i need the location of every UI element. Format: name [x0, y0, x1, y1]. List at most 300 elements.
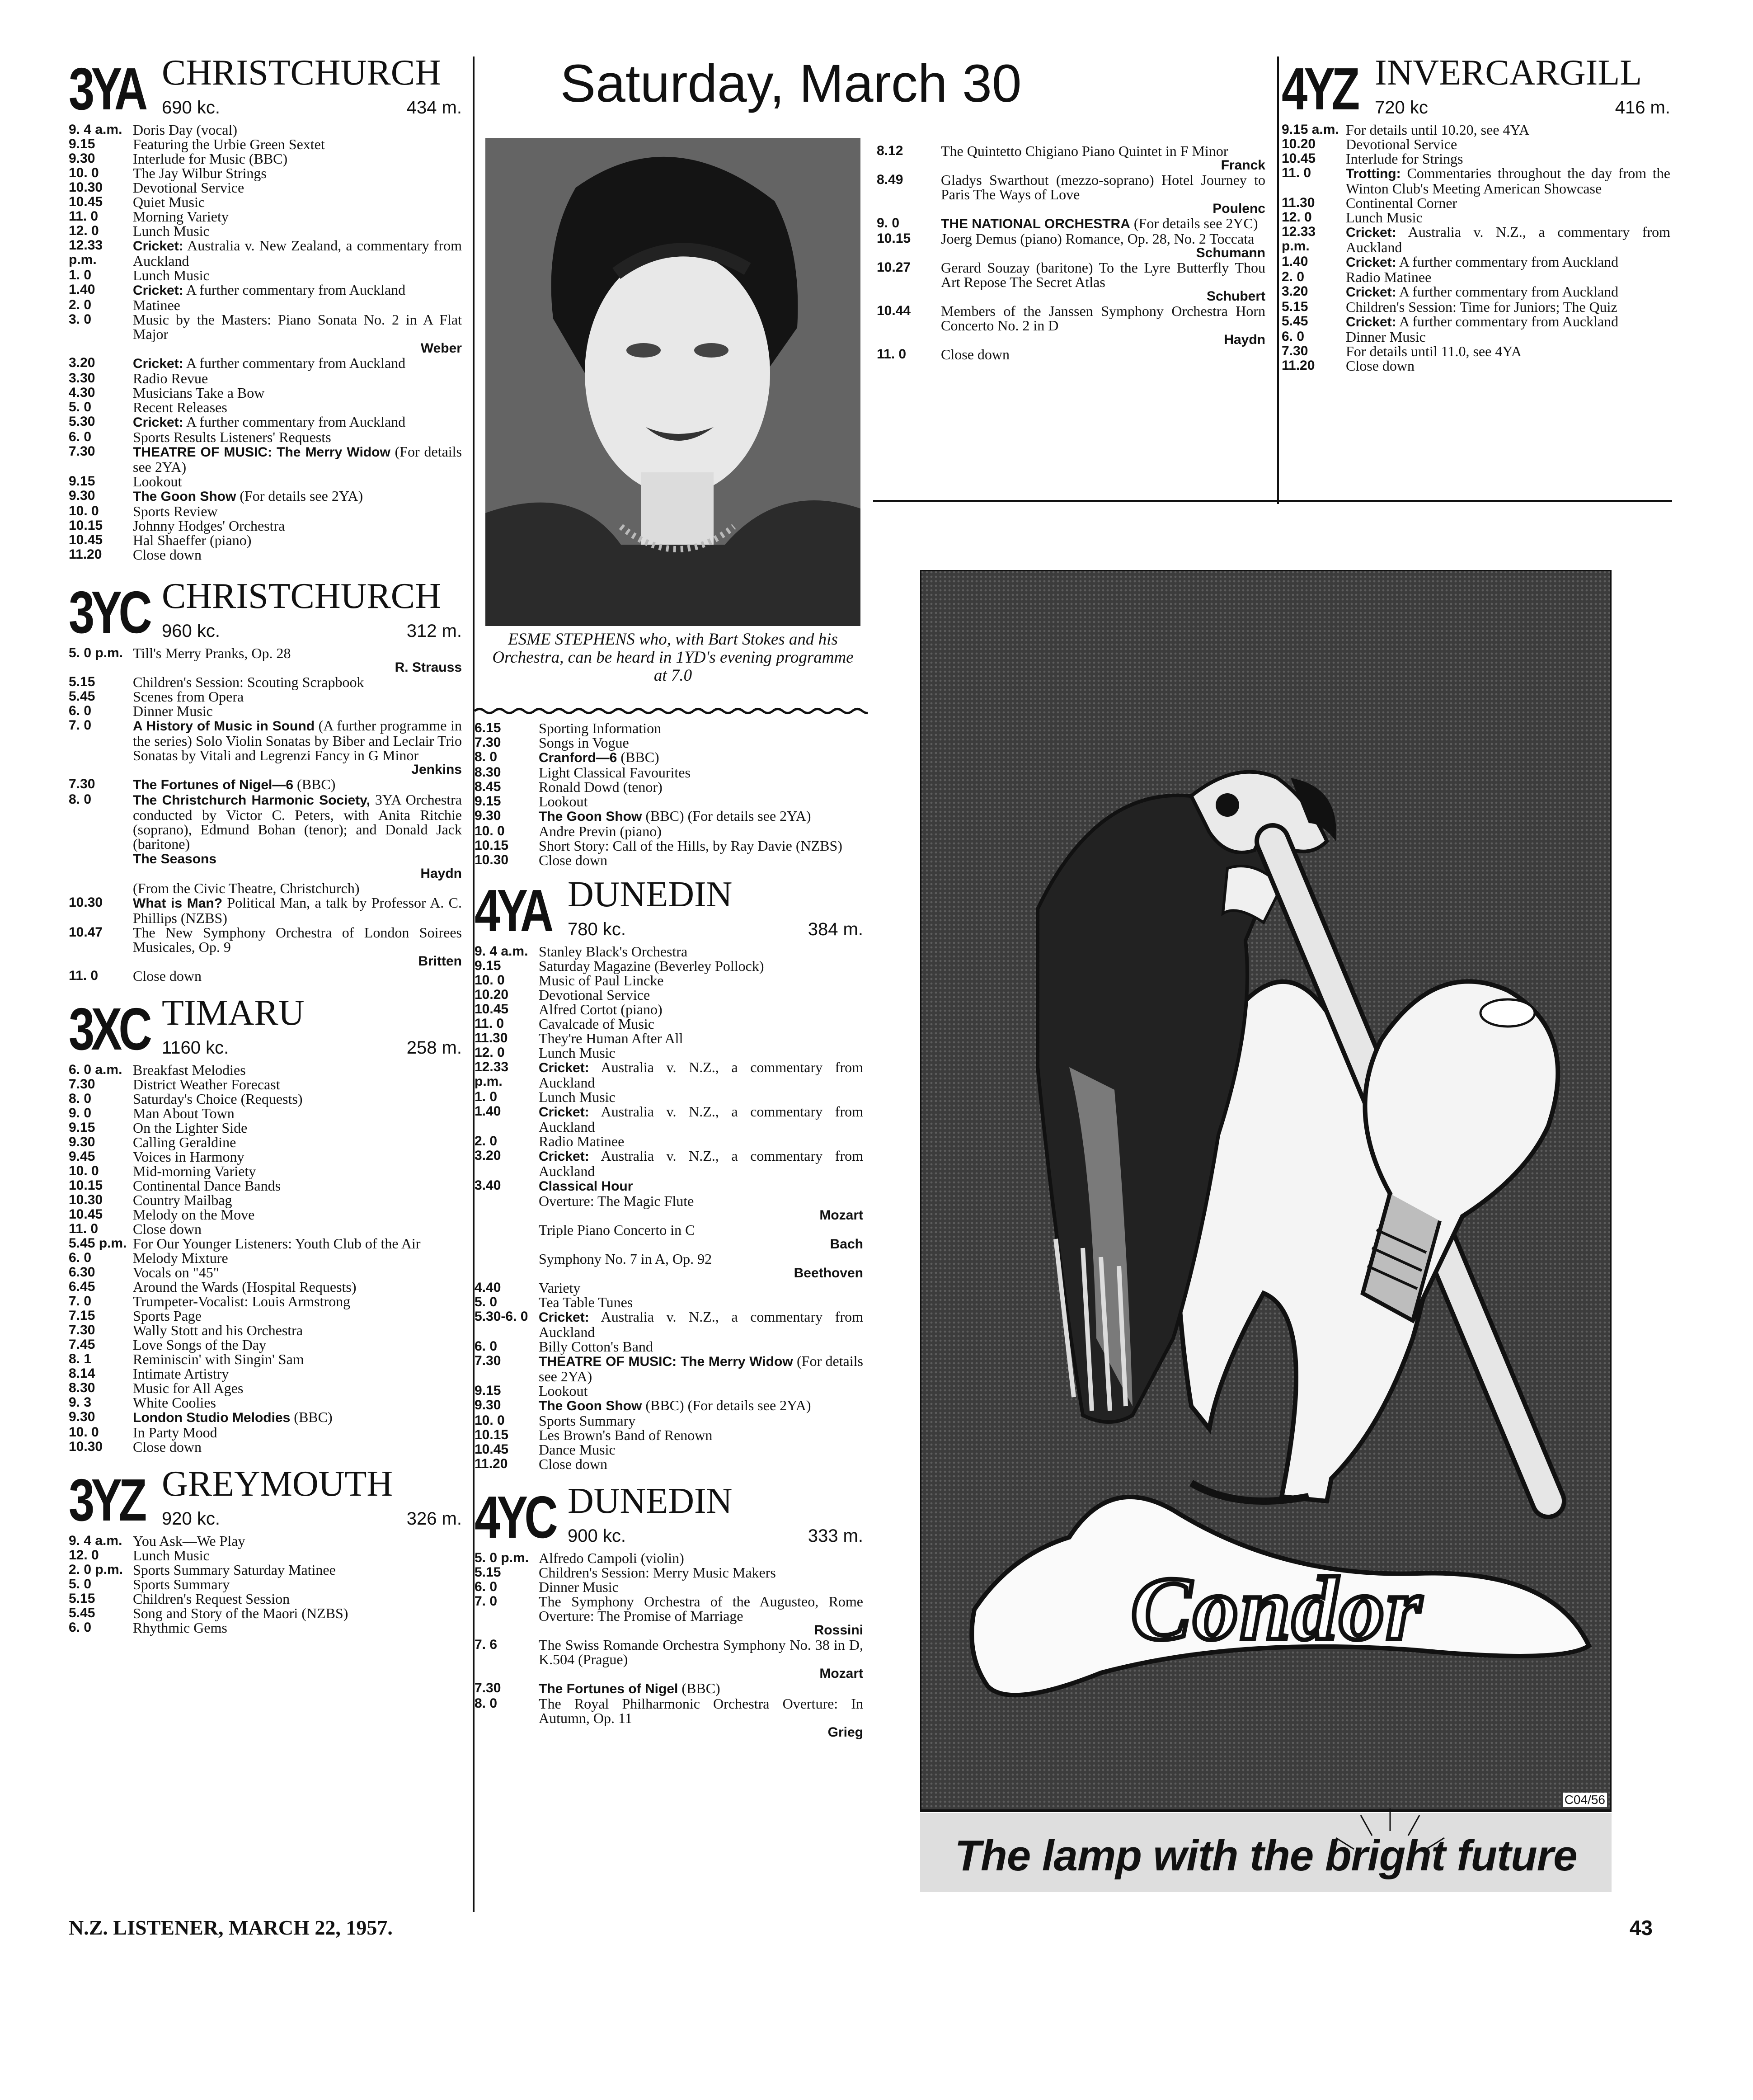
programme-description	[133, 689, 462, 704]
column-left	[69, 52, 462, 1910]
programme-title: Cricket:	[1346, 255, 1396, 270]
programme-details: Close down	[539, 1456, 607, 1472]
programme-item	[69, 298, 462, 312]
programme-time: 5.30	[69, 414, 95, 429]
ad-slogan: The lamp with the bright future	[954, 1832, 1577, 1880]
programme-time: 9.30	[69, 488, 95, 503]
programme-description	[133, 533, 462, 547]
programme-time: 10.15	[475, 838, 509, 853]
programme-description	[539, 959, 863, 973]
programme-item	[69, 1381, 462, 1395]
programme-time: 11.30	[1282, 195, 1315, 210]
programme-details: Lunch Music	[1346, 209, 1423, 226]
programme-title: Cricket:	[1346, 225, 1396, 240]
programme-description	[539, 1638, 863, 1667]
programme-time: 2. 0 p.m.	[69, 1562, 123, 1577]
programme-details: Close down	[941, 346, 1010, 363]
programme-details: Rhythmic Gems	[133, 1620, 227, 1636]
programme-description	[133, 356, 462, 371]
programme-description	[539, 721, 863, 735]
programme-time: 11.20	[1282, 358, 1315, 373]
programme-description	[941, 144, 1265, 158]
programme-time: 6. 0	[69, 1250, 92, 1265]
programme-item	[1282, 210, 1670, 225]
programme-item	[475, 1295, 863, 1309]
programme-description	[133, 718, 462, 763]
programme-details: Variety	[539, 1280, 581, 1296]
programme-details: Les Brown's Band of Renown	[539, 1427, 713, 1443]
programme-time: 10.45	[69, 532, 103, 547]
programme-item	[69, 1548, 462, 1563]
programme-details: Country Mailbag	[133, 1192, 232, 1208]
programme-description	[539, 1442, 863, 1457]
programme-time: 8. 0	[475, 749, 498, 764]
programme-item	[877, 216, 1265, 231]
programme-time	[475, 1223, 539, 1237]
programme-details: Featuring the Urbie Green Sextet	[133, 136, 325, 152]
programme-time: 8.30	[475, 765, 501, 780]
station-frequency: 920 kc.	[162, 1509, 220, 1529]
programme-details: Alfredo Campoli (violin)	[539, 1550, 684, 1566]
programme-time: 12.33 p.m.	[1282, 224, 1316, 254]
programme-title: Cricket:	[133, 415, 183, 430]
programme-item	[69, 518, 462, 533]
station-call-sign: 3YA	[69, 56, 145, 122]
programme-description	[539, 1681, 863, 1696]
programme-time: 10. 0	[69, 1425, 99, 1440]
programme-title: The Christchurch Harmonic Society,	[133, 793, 370, 808]
programme-details: Calling Geraldine	[133, 1134, 236, 1150]
programme-description	[133, 1207, 462, 1222]
programme-item	[69, 1106, 462, 1121]
programme-description	[539, 1384, 863, 1398]
programme-item	[475, 1104, 863, 1134]
programme-time: 5.45	[1282, 314, 1308, 329]
programme-time: 6. 0	[69, 429, 92, 444]
programme-item	[475, 1178, 863, 1194]
brand-logo-text: Condor	[1131, 1559, 1424, 1659]
programme-details: Radio Matinee	[539, 1133, 625, 1149]
programme-time: 9.15 a.m.	[1282, 122, 1339, 137]
programme-description	[1346, 196, 1670, 210]
programme-details: Lookout	[539, 1383, 588, 1399]
programme-description	[133, 371, 462, 386]
programme-description	[539, 1252, 863, 1266]
programme-description	[539, 780, 863, 794]
programme-item	[69, 209, 462, 224]
programme-item	[475, 1017, 863, 1031]
programme-time: 10.15	[69, 1178, 103, 1193]
station-city: CHRISTCHURCH	[162, 576, 441, 616]
programme-details: Till's Merry Pranks, Op. 28	[133, 645, 291, 661]
programme-item	[475, 1134, 863, 1149]
programme-time: 5.45	[69, 689, 95, 704]
programme-item	[1282, 284, 1670, 300]
programme-time: 12. 0	[1282, 210, 1312, 225]
programme-time: 7. 0	[69, 1294, 92, 1309]
programme-details: Dinner Music	[1346, 329, 1426, 345]
programme-details: Music for All Ages	[133, 1380, 244, 1396]
composer-name: Schumann	[1196, 245, 1265, 260]
programme-time: 5.15	[475, 1565, 501, 1580]
programme-details: Members of the Janssen Symphony Orchestra Horn Concerto No. 2 in D	[941, 303, 1265, 334]
station-call-sign: 4YC	[475, 1484, 555, 1550]
programme-time: 3. 0	[69, 312, 92, 327]
programme-description	[539, 1031, 863, 1045]
programme-description	[133, 1337, 462, 1352]
programme-item	[475, 1281, 863, 1295]
station-frequency: 720 kc	[1375, 98, 1428, 118]
station-wavelength: 312 m.	[406, 621, 462, 641]
programme-description	[539, 809, 863, 824]
programme-time: 10.15	[69, 518, 103, 533]
programme-time	[475, 1194, 539, 1208]
programme-time	[475, 1252, 539, 1266]
station-header	[69, 1463, 462, 1534]
programme-time: 6. 0	[475, 1579, 498, 1594]
programme-details: In Party Mood	[133, 1424, 217, 1441]
programme-item	[69, 1294, 462, 1309]
programme-details: For Our Younger Listeners: Youth Club of the Air	[133, 1235, 421, 1252]
programme-time: 10.45	[69, 1207, 103, 1222]
programme-description	[133, 209, 462, 224]
programme-item	[475, 853, 863, 867]
programme-item	[69, 371, 462, 386]
programme-time: 10.45	[1282, 151, 1316, 166]
programme-details: Lunch Music	[133, 1547, 210, 1563]
programme-item	[69, 718, 462, 763]
programme-time: 10. 0	[475, 824, 505, 838]
programme-description	[133, 777, 462, 792]
programme-time: 9.15	[69, 474, 95, 489]
programme-time: 5. 0	[475, 1295, 498, 1309]
programme-description	[133, 1591, 462, 1606]
programme-details: Andre Previn (piano)	[539, 823, 662, 839]
programme-description	[133, 1606, 462, 1620]
programme-details: Vocals on "45"	[133, 1264, 219, 1281]
programme-details: (BBC)	[620, 749, 659, 765]
programme-title: The Seasons	[133, 852, 217, 866]
programme-details: (For details see 2YA)	[539, 1353, 863, 1384]
programme-item	[475, 1309, 863, 1339]
programme-item	[69, 689, 462, 704]
programme-description	[133, 1193, 462, 1207]
station-header	[69, 52, 462, 122]
programme-item	[1282, 300, 1670, 314]
programme-details: Sports Review	[133, 503, 218, 519]
programme-item	[475, 1339, 863, 1354]
programme-description	[539, 1551, 863, 1565]
programme-time: 7.30	[475, 1353, 501, 1368]
programme-time: 11. 0	[69, 968, 99, 983]
programme-details: Continental Corner	[1346, 195, 1457, 211]
column-middle	[475, 721, 863, 1914]
programme-time: 9.30	[69, 1135, 95, 1149]
programme-item	[877, 173, 1265, 202]
station-4ya	[475, 874, 863, 1471]
programme-details: (BBC)	[681, 1680, 720, 1696]
programme-details: Saturday's Choice (Requests)	[133, 1091, 303, 1107]
programme-title: THE NATIONAL ORCHESTRA	[941, 217, 1130, 231]
programme-details: Devotional Service	[539, 987, 650, 1003]
programme-details: Lunch Music	[133, 267, 210, 283]
programme-time: 8.14	[69, 1366, 95, 1381]
programme-description	[133, 1563, 462, 1577]
programme-description	[133, 444, 462, 474]
programme-title: The Goon Show	[539, 809, 642, 824]
programme-item	[69, 444, 462, 474]
programme-item	[475, 721, 863, 735]
programme-time: 10.20	[475, 987, 509, 1002]
programme-description	[133, 504, 462, 518]
programme-item	[475, 1428, 863, 1442]
station-call-sign: 4YZ	[1282, 56, 1357, 122]
programme-time: 11.20	[475, 1456, 508, 1471]
programme-description	[539, 750, 863, 765]
programme-description	[539, 973, 863, 988]
programme-time: 11. 0	[69, 209, 99, 224]
composer-name: Schubert	[1206, 289, 1265, 304]
programme-details: You Ask—We Play	[133, 1533, 245, 1549]
composer-name: Jenkins	[411, 762, 462, 777]
programme-item	[475, 1090, 863, 1104]
programme-item	[69, 166, 462, 180]
programme-time: 8. 1	[69, 1351, 92, 1366]
programme-time: 9.30	[475, 808, 501, 823]
station-call-sign: 4YA	[475, 877, 550, 944]
programme-title: Cricket:	[133, 239, 183, 254]
programme-time: 11. 0	[1282, 165, 1311, 180]
station-city: CHRISTCHURCH	[162, 53, 441, 93]
programme-item	[69, 283, 462, 298]
programme-item	[475, 838, 863, 853]
programme-time: 6.15	[475, 721, 501, 735]
programme-title: Cricket:	[1346, 315, 1396, 330]
programme-item	[69, 1606, 462, 1620]
programme-description	[133, 646, 462, 660]
programme-item	[1282, 225, 1670, 254]
programme-title: Cricket:	[539, 1310, 589, 1325]
programme-time: 8. 0	[475, 1696, 498, 1711]
programme-item	[69, 1063, 462, 1077]
programme-item	[69, 195, 462, 209]
programme-details: Stanley Black's Orchestra	[539, 943, 688, 960]
composer-name: Haydn	[420, 866, 462, 881]
programme-details: Scenes from Opera	[133, 688, 244, 705]
programme-details: Light Classical Favourites	[539, 764, 691, 781]
programme-time: 11. 0	[69, 1221, 99, 1236]
programme-time: 1. 0	[69, 268, 92, 283]
programme-time: 12.33 p.m.	[475, 1059, 509, 1089]
programme-time: 1.40	[69, 282, 95, 297]
programme-item	[69, 895, 462, 925]
programme-description	[133, 1425, 462, 1440]
programme-time: 10.30	[69, 180, 103, 195]
programme-time: 11. 0	[877, 347, 907, 362]
programme-details: Intimate Artistry	[133, 1365, 229, 1382]
column-rule-right	[1277, 57, 1279, 504]
programme-description	[539, 1398, 863, 1413]
programme-description	[1346, 137, 1670, 151]
programme-item	[69, 675, 462, 689]
programme-item	[69, 1425, 462, 1440]
programme-details: A further commentary from Auckland	[1399, 254, 1619, 270]
programme-description	[133, 1178, 462, 1193]
programme-details: Cavalcade of Music	[539, 1016, 654, 1032]
programme-item	[69, 1410, 462, 1425]
programme-description	[133, 1077, 462, 1092]
programme-details: Close down	[133, 1221, 202, 1237]
programme-time: 5. 0	[69, 1577, 92, 1591]
composer-name: Britten	[418, 954, 462, 969]
station-4yc-continued	[877, 144, 1265, 362]
programme-title: A History of Music in Sound	[133, 719, 315, 734]
programme-time: 11.20	[69, 547, 102, 562]
programme-item	[69, 1440, 462, 1454]
programme-item	[475, 988, 863, 1002]
programme-details: A further commentary from Auckland	[186, 414, 406, 430]
programme-time: 10.45	[475, 1002, 509, 1017]
programme-description	[539, 765, 863, 780]
programme-details: White Coolies	[133, 1394, 216, 1411]
programme-time: 9.30	[475, 1398, 501, 1413]
programme-description	[133, 195, 462, 209]
programme-time: 1.40	[475, 1104, 501, 1119]
programme-details: Children's Session: Time for Juniors; The Quiz	[1346, 299, 1617, 315]
programme-item	[475, 809, 863, 824]
programme-time: 10. 0	[475, 1413, 505, 1428]
programme-item	[69, 1309, 462, 1323]
programme-time: 5.15	[1282, 299, 1308, 314]
programme-time: 6.45	[69, 1279, 95, 1294]
programme-details: 3YA Orchestra conducted by Victor C. Peters, with Anita Ritchie (soprano), Edmund Bohan (tenor); and Donald Jack (baritone)	[133, 791, 462, 852]
station-frequency: 1160 kc.	[162, 1038, 229, 1058]
programme-description	[133, 224, 462, 238]
station-3xc	[69, 992, 462, 1454]
programme-item	[69, 1222, 462, 1236]
programme-details: Ronald Dowd (tenor)	[539, 779, 663, 795]
programme-item	[69, 474, 462, 489]
programme-item	[475, 973, 863, 988]
programme-title: The Fortunes of Nigel—6	[133, 777, 294, 792]
programme-details: Close down	[133, 968, 202, 984]
station-header	[1282, 52, 1670, 122]
programme-item	[69, 777, 462, 792]
programme-item	[69, 1352, 462, 1366]
programme-time: 12. 0	[69, 1548, 99, 1563]
programme-details: (BBC) (For details see 2YA)	[645, 1397, 811, 1413]
programme-details: Voices in Harmony	[133, 1149, 244, 1165]
programme-time: 10.27	[877, 260, 911, 275]
footer-publication: N.Z. LISTENER, MARCH 22, 1957.	[69, 1916, 393, 1939]
station-wavelength: 384 m.	[808, 919, 863, 939]
programme-time: 1.40	[1282, 254, 1308, 269]
programme-time: 7.30	[475, 1681, 501, 1695]
programme-description	[133, 881, 462, 895]
condor-advertisement	[920, 570, 1612, 1894]
programme-description	[133, 1440, 462, 1454]
programme-description	[133, 851, 462, 866]
programme-details: Interlude for Strings	[1346, 151, 1463, 167]
programme-details: Hal Shaeffer (piano)	[133, 532, 252, 548]
programme-time: 8.49	[877, 172, 903, 187]
programme-details: Australia v. N.Z., a commentary from Auckland	[539, 1309, 863, 1340]
programme-description	[539, 1580, 863, 1594]
programme-details: Melody on the Move	[133, 1206, 255, 1223]
programme-description	[133, 895, 462, 925]
programme-item	[1282, 254, 1670, 270]
programme-item	[69, 1251, 462, 1265]
programme-details: Australia v. N.Z., a commentary from Auckland	[539, 1148, 863, 1179]
programme-description	[133, 386, 462, 400]
programme-details: Australia v. N.Z., a commentary from Auckland	[1346, 224, 1670, 255]
programme-time: 10.30	[475, 852, 509, 867]
programme-details: Sports Page	[133, 1308, 202, 1324]
programme-description	[133, 268, 462, 283]
programme-details: Lunch Music	[539, 1045, 616, 1061]
programme-time: 5. 0 p.m.	[475, 1550, 529, 1565]
programme-details: A further commentary from Auckland	[1399, 313, 1619, 330]
programme-description	[133, 1149, 462, 1164]
programme-description	[539, 1223, 863, 1237]
station-city: TIMARU	[162, 993, 305, 1033]
programme-title: London Studio Melodies	[133, 1410, 291, 1425]
programme-description	[133, 166, 462, 180]
programme-details: (For details see 2YA)	[133, 443, 462, 475]
programme-item	[69, 1620, 462, 1635]
programme-item	[475, 1354, 863, 1384]
programme-item	[69, 122, 462, 137]
programme-description	[133, 1294, 462, 1309]
station-4yz	[1282, 52, 1670, 373]
programme-description	[1346, 330, 1670, 344]
programme-time: 7.30	[475, 735, 501, 750]
programme-description	[133, 1280, 462, 1294]
programme-time: 9. 4 a.m.	[69, 1533, 122, 1548]
station-wavelength: 326 m.	[406, 1509, 462, 1529]
programme-description	[941, 173, 1265, 202]
page-date-title: Saturday, March 30	[560, 54, 1022, 113]
programme-time: 8.12	[877, 144, 903, 158]
programme-item	[69, 1534, 462, 1548]
programme-item	[1282, 122, 1670, 137]
programme-description	[133, 1063, 462, 1077]
programme-item	[877, 260, 1265, 289]
station-1yd-continued	[475, 721, 863, 867]
programme-time: 11.30	[475, 1031, 508, 1045]
programme-description	[133, 704, 462, 718]
programme-details: Children's Session: Scouting Scrapbook	[133, 674, 364, 690]
programme-description	[133, 1534, 462, 1548]
programme-description	[1346, 166, 1670, 196]
station-city: DUNEDIN	[568, 1481, 733, 1521]
programme-item	[475, 944, 863, 959]
programme-details: Quiet Music	[133, 194, 205, 210]
programme-time: 5.15	[69, 674, 95, 689]
programme-description	[133, 137, 462, 151]
programme-time: 10.45	[475, 1442, 509, 1457]
programme-item	[69, 1135, 462, 1149]
programme-item	[69, 268, 462, 283]
programme-description	[539, 1045, 863, 1060]
programme-time: 9.15	[475, 1383, 501, 1398]
programme-details: Dance Music	[539, 1441, 616, 1458]
programme-description	[133, 1410, 462, 1425]
programme-item	[475, 1638, 863, 1667]
programme-description	[1346, 344, 1670, 358]
programme-time: 10.30	[69, 1439, 103, 1454]
programme-item	[69, 704, 462, 718]
